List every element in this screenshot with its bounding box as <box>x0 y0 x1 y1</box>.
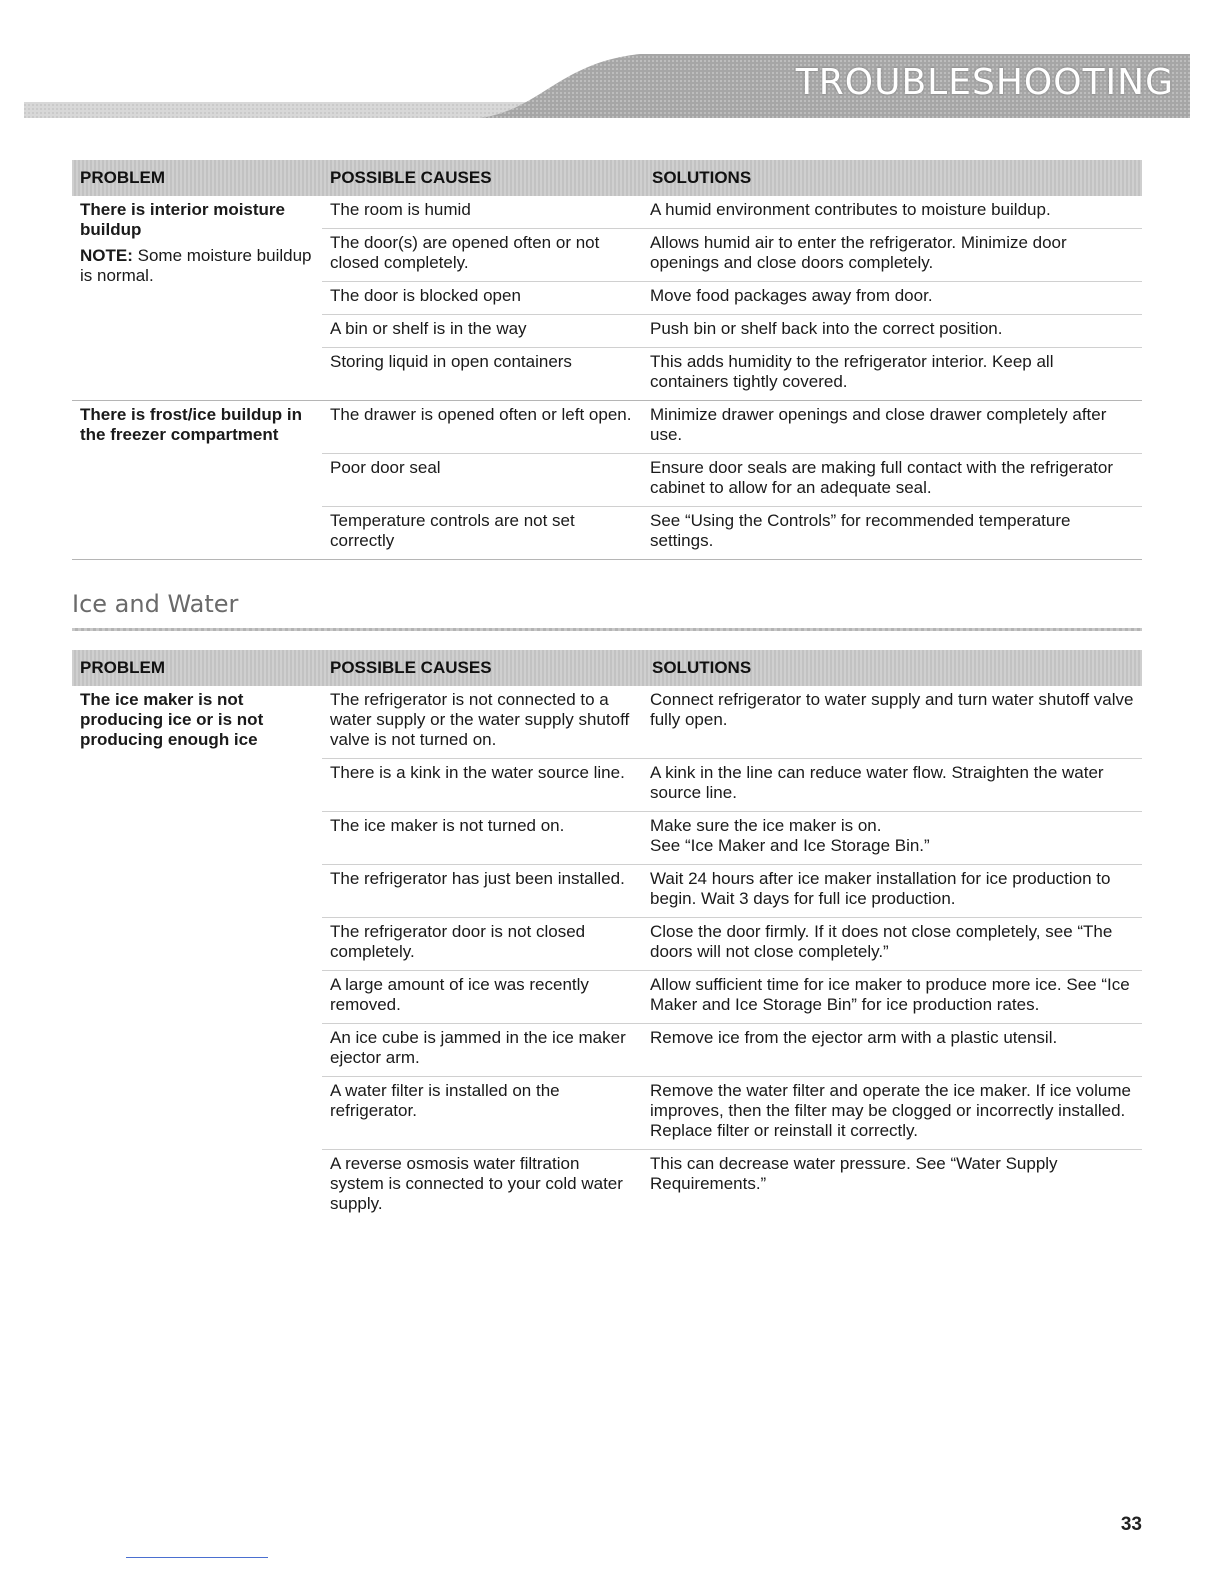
solution-cell: Minimize drawer openings and close drawer completely after use. <box>650 405 1107 444</box>
problem-group-frost <box>72 401 1142 560</box>
table-row <box>322 348 1142 400</box>
problem-cell <box>72 401 322 559</box>
solution-cell: Wait 24 hours after ice maker installation for ice production to begin. Wait 3 days for full ice production. <box>650 869 1111 908</box>
cause-cell: An ice cube is jammed in the ice maker ejector arm. <box>330 1028 626 1067</box>
table-row <box>322 315 1142 348</box>
table-row <box>322 196 1142 229</box>
column-header-solutions: SOLUTIONS <box>652 658 752 677</box>
solution-cell: Push bin or shelf back into the correct position. <box>650 319 1003 338</box>
table-row <box>322 401 1142 454</box>
solution-cell: Ensure door seals are making full contact with the refrigerator cabinet to allow for an adequate seal. <box>650 458 1114 497</box>
cause-cell: The ice maker is not turned on. <box>330 816 565 835</box>
problem-group-moisture <box>72 196 1142 401</box>
solution-cell: Remove ice from the ejector arm with a plastic utensil. <box>650 1028 1058 1047</box>
solution-line: See “Ice Maker and Ice Storage Bin.” <box>650 836 930 855</box>
cause-cell: The refrigerator has just been installed. <box>330 869 625 888</box>
column-header-solutions: SOLUTIONS <box>652 168 752 187</box>
table-row <box>322 1077 1142 1150</box>
solution-cell: A humid environment contributes to moisture buildup. <box>650 200 1051 219</box>
column-header-causes: POSSIBLE CAUSES <box>330 168 492 187</box>
section-divider <box>72 628 1142 631</box>
table-row <box>322 971 1142 1024</box>
footer-rule <box>126 1557 268 1558</box>
cause-solution-rows <box>322 401 1142 559</box>
table-row <box>322 918 1142 971</box>
table-row <box>322 686 1142 759</box>
cause-cell: Storing liquid in open containers <box>330 352 572 371</box>
table-row <box>322 1024 1142 1077</box>
column-header-problem: PROBLEM <box>80 658 165 677</box>
solution-cell: Remove the water filter and operate the ice maker. If ice volume improves, then the filter may be clogged or incorrectly installed. Replace filter or reinstall it correctly. <box>650 1081 1131 1140</box>
troubleshooting-table-ice-and-water <box>72 650 1142 1222</box>
header-banner <box>0 0 1224 130</box>
table-row <box>322 1150 1142 1222</box>
solution-line: Make sure the ice maker is on. <box>650 816 882 835</box>
solution-cell: Close the door firmly. If it does not close completely, see “The doors will not close completely.” <box>650 922 1113 961</box>
table-row <box>322 865 1142 918</box>
column-header-causes: POSSIBLE CAUSES <box>330 658 492 677</box>
table-row <box>322 454 1142 507</box>
problem-text: There is interior moisture buildup <box>80 200 285 239</box>
solution-cell: This can decrease water pressure. See “Water Supply Requirements.” <box>650 1154 1058 1193</box>
solution-cell: Connect refrigerator to water supply and turn water shutoff valve fully open. <box>650 690 1134 729</box>
table-row <box>322 229 1142 282</box>
cause-cell: The refrigerator door is not closed completely. <box>330 922 586 961</box>
cause-cell: A large amount of ice was recently removed. <box>330 975 589 1014</box>
problem-cell <box>72 196 322 400</box>
cause-cell: The refrigerator is not connected to a water supply or the water supply shutoff valve is not turned on. <box>330 690 630 749</box>
solution-cell: A kink in the line can reduce water flow. Straighten the water source line. <box>650 763 1104 802</box>
solution-cell: See “Using the Controls” for recommended temperature settings. <box>650 511 1071 550</box>
solution-cell: Allows humid air to enter the refrigerator. Minimize door openings and close doors completely. <box>650 233 1067 272</box>
page-title: TROUBLESHOOTING <box>795 62 1174 103</box>
table-row <box>322 282 1142 315</box>
cause-solution-rows <box>322 686 1142 1222</box>
column-header-problem: PROBLEM <box>80 168 165 187</box>
solution-cell: This adds humidity to the refrigerator interior. Keep all containers tightly covered. <box>650 352 1054 391</box>
note-text: Some moisture buildup is normal. <box>80 246 312 285</box>
cause-cell: The door(s) are opened often or not closed completely. <box>330 233 600 272</box>
cause-cell: The drawer is opened often or left open. <box>330 405 632 424</box>
table-header <box>72 650 1142 686</box>
troubleshooting-table-refrigerator <box>72 160 1142 560</box>
problem-cell <box>72 686 322 1222</box>
cause-solution-rows <box>322 196 1142 400</box>
cause-cell: A reverse osmosis water filtration system is connected to your cold water supply. <box>330 1154 623 1213</box>
page-number: 33 <box>1120 1514 1142 1535</box>
solution-cell: Allow sufficient time for ice maker to produce more ice. See “Ice Maker and Ice Storage Bin” for ice production rates. <box>650 975 1130 1014</box>
section-title-ice-and-water: Ice and Water <box>72 590 239 618</box>
cause-cell: There is a kink in the water source line. <box>330 763 625 782</box>
cause-cell: Temperature controls are not set correctly <box>330 511 575 550</box>
cause-cell: Poor door seal <box>330 458 441 477</box>
table-row <box>322 507 1142 559</box>
solution-cell <box>644 816 1142 856</box>
table-row <box>322 812 1142 865</box>
cause-cell: A water filter is installed on the refrigerator. <box>330 1081 560 1120</box>
problem-note <box>80 246 314 286</box>
problem-text: There is frost/ice buildup in the freezer compartment <box>80 405 302 444</box>
problem-group-ice-maker <box>72 686 1142 1222</box>
solution-cell: Move food packages away from door. <box>650 286 933 305</box>
cause-cell: The door is blocked open <box>330 286 521 305</box>
table-header <box>72 160 1142 196</box>
note-label: NOTE: <box>80 246 133 265</box>
table-row <box>322 759 1142 812</box>
cause-cell: The room is humid <box>330 200 471 219</box>
cause-cell: A bin or shelf is in the way <box>330 319 527 338</box>
problem-text: The ice maker is not producing ice or is not producing enough ice <box>80 690 264 749</box>
